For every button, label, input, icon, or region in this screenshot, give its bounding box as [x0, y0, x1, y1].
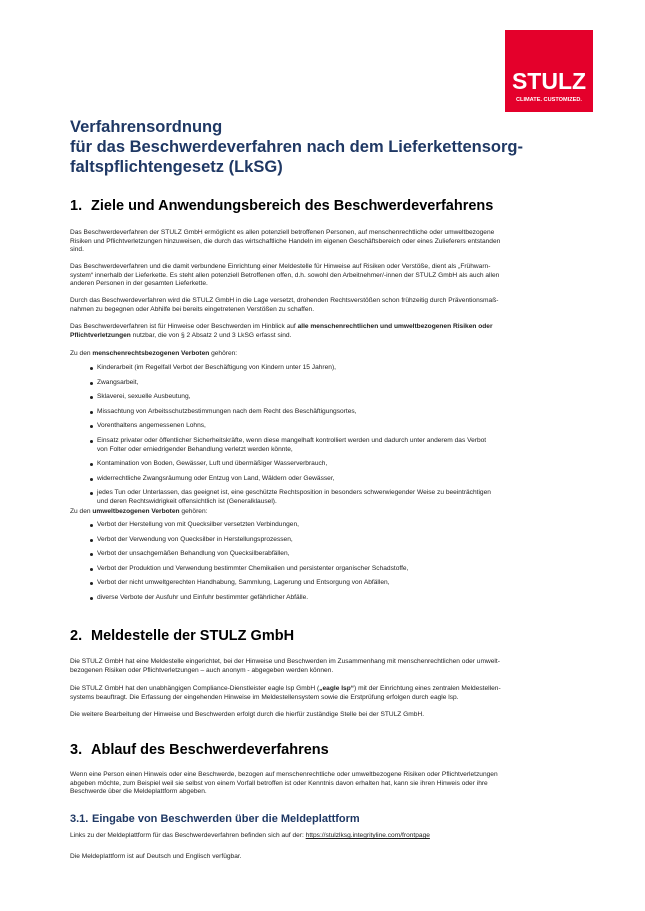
section-2-paragraph-3: Die weitere Bearbeitung der Hinweise und Beschwerden erfolgt durch die hierfür zuständige Stelle bei der STULZ GmbH. [70, 711, 425, 718]
section-1-title: Ziele und Anwendungsbereich des Beschwerdeverfahrens [91, 198, 494, 214]
section-2-heading [70, 627, 294, 645]
section-1-heading [70, 197, 493, 215]
section-2-title: Meldestelle der STULZ GmbH [91, 628, 295, 644]
section-1-paragraph-4: Das Beschwerdeverfahren ist für Hinweise oder Beschwerden im Hinblick auf alle menschenrechtlichen und umweltbezogenen Risiken oder Pflichtverletzungen nutzbar, die von § 2 Absatz 2 und 3 LkSG erfasst sind. [70, 323, 493, 339]
environment-list [70, 521, 585, 603]
section-1-paragraph-1: Das Beschwerdeverfahren der STULZ GmbH ermöglicht es allen potenziell betroffenen Personen, auf menschenrechtliche oder umweltbezogene Risiken und Pflichtverletzungen hinzuweisen, die durch das wirtschaftliche Handeln im eigenen Geschäftsbereich oder eines Zulieferers entstanden sind. [70, 229, 501, 254]
list-item: Kinderarbeit (im Regelfall Verbot der Beschäftigung von Kindern unter 15 Jahren), [70, 364, 585, 373]
list-item: Sklaverei, sexuelle Ausbeutung, [70, 393, 585, 402]
environment-intro: Zu den umweltbezogenen Verboten gehören: [70, 508, 208, 515]
list-item: Zwangsarbeit, [70, 379, 585, 388]
title-line-1: Verfahrensordnung [70, 118, 223, 136]
section-2-paragraph-2: Die STULZ GmbH hat den unabhängigen Compliance-Dienstleister eagle lsp GmbH („eagle lsp“) mit der Einrichtung eines zentralen Meldestellen- systems beauftragt. Die Erfassung der eingehenden Hinweise im Meldestellensystem sowie die Erstprüfung erfolgen durch eagle lsp. [70, 685, 501, 701]
list-item: jedes Tun oder Unterlassen, das geeignet ist, eine geschützte Rechtsposition in besonders schwerwiegender Weise zu beeinträchtigen und deren Rechtswidrigkeit offensichtlich ist (Generalklausel). [70, 489, 585, 506]
section-3-title: Ablauf des Beschwerdeverfahrens [91, 742, 329, 758]
subsection-3-1-paragraph-1: Links zu der Meldeplattform für das Beschwerdeverfahren befinden sich auf der: https://stulzlksg.integrityline.com/frontpage [70, 832, 430, 839]
list-item: widerrechtliche Zwangsräumung oder Entzug von Land, Wäldern oder Gewässer, [70, 475, 585, 484]
section-1-paragraph-2: Das Beschwerdeverfahren und die damit verbundene Einrichtung einer Meldestelle für Hinweise auf Risiken oder Verstöße, dient als „Frühwarn- system“ innerhalb der Lieferkette. Es steht allen potenziell Betroffenen offen, d.h. sowohl den Arbeitnehmer/-innen der STULZ GmbH als auch allen anderen Personen in der gesamten Lieferkette. [70, 263, 500, 288]
list-item: Verbot der Verwendung von Quecksilber in Herstellungsprozessen, [70, 536, 585, 545]
title-line-2: für das Beschwerdeverfahren nach dem Lieferkettensorg- [70, 138, 523, 156]
logo-wordmark: STULZ [511, 68, 587, 94]
list-item: Verbot der unsachgemäßen Behandlung von Quecksilberabfällen, [70, 550, 585, 559]
reporting-platform-link[interactable]: https://stulzlksg.integrityline.com/frontpage [305, 832, 430, 839]
human-rights-list [70, 364, 585, 507]
section-1-number: 1. [70, 198, 83, 214]
stulz-logo [505, 30, 593, 112]
section-2-paragraph-1: Die STULZ GmbH hat eine Meldestelle eingerichtet, bei der Hinweise und Beschwerden im Zusammenhang mit menschenrechtlichen oder umwelt- bezogenen Risiken oder Pflichtverletzungen – auch anonym - abgegeben werden können. [70, 658, 500, 674]
subsection-3-1-paragraph-2: Die Meldeplattform ist auf Deutsch und Englisch verfügbar. [70, 853, 242, 860]
human-rights-intro: Zu den menschenrechtsbezogenen Verboten gehören: [70, 350, 238, 357]
section-3-number: 3. [70, 742, 83, 758]
list-item: Verbot der Herstellung von mit Quecksilber versetzten Verbindungen, [70, 521, 585, 530]
section-3-paragraph-1: Wenn eine Person einen Hinweis oder eine Beschwerde, bezogen auf menschenrechtliche oder umweltbezogene Risiken oder Pflichtverletzungen abgeben möchte, zum Beispiel weil sie selbst von einem Vorfall betroffen ist oder Kenntnis davon erhalten hat, kann sie ihren Hinweis oder ihre Beschwerde über die Meldeplattform abgeben. [70, 771, 498, 796]
subsection-3-1-number: 3.1. [70, 813, 89, 825]
list-item: Verbot der Produktion und Verwendung bestimmter Chemikalien und persistenter organischer Schadstoffe, [70, 565, 585, 574]
subsection-3-1-heading [70, 812, 360, 826]
section-1-paragraph-3: Durch das Beschwerdeverfahren wird die STULZ GmbH in die Lage versetzt, drohenden Rechtsverstößen schon frühzeitig durch Präventionsmaß- nahmen zu begegnen oder Abhilfe bei bereits eingetretenen Verstößen zu schaffen. [70, 297, 499, 313]
document-title [70, 117, 590, 177]
title-line-3: faltspflichtengesetz (LkSG) [70, 158, 283, 176]
list-item: diverse Verbote der Ausfuhr und Einfuhr bestimmter gefährlicher Abfälle. [70, 594, 585, 603]
list-item: Einsatz privater oder öffentlicher Sicherheitskräfte, wenn diese mangelhaft kontrolliert werden und dadurch unter anderem das Verbot von Folter oder erniedrigender Behandlung verletzt werden könnte, [70, 437, 585, 454]
section-3-heading [70, 741, 329, 759]
list-item: Kontamination von Boden, Gewässer, Luft und übermäßiger Wasserverbrauch, [70, 460, 585, 469]
section-2-number: 2. [70, 628, 83, 644]
list-item: Vorenthaltens angemessenen Lohns, [70, 422, 585, 431]
logo-tagline: CLIMATE. CUSTOMIZED. [516, 97, 582, 103]
list-item: Verbot der nicht umweltgerechten Handhabung, Sammlung, Lagerung und Entsorgung von Abfällen, [70, 579, 585, 588]
subsection-3-1-title: Eingabe von Beschwerden über die Meldeplattform [92, 813, 360, 825]
list-item: Missachtung von Arbeitsschutzbestimmungen nach dem Recht des Beschäftigungsortes, [70, 408, 585, 417]
